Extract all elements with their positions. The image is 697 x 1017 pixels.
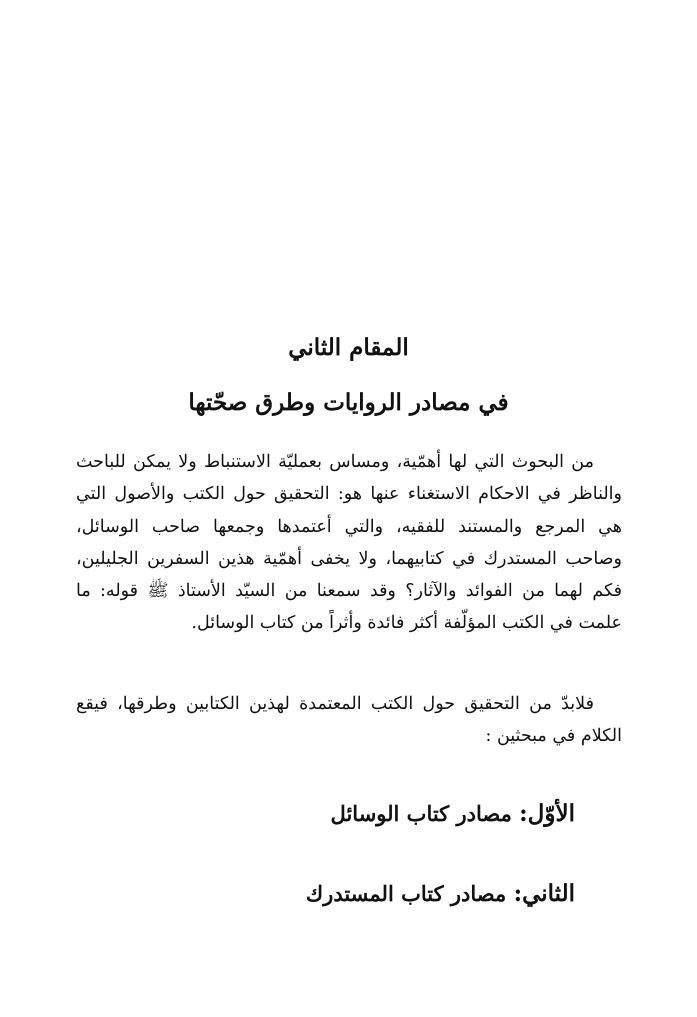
- paragraph-1: من البحوث التي لها أهمّية، ومساس بعمليّة الاستنباط ولا يمكن للباحث والناظر في الاحكام الاستغناء عنها هو: التحقيق حول الكتب والأصول التي هي المرجع والمستند للفقيه، والتي أعتمدها وجمعها صاحب الوسائل، وصاحب المستدرك في كتابيهما، ولا يخفى أهمّية هذين السفرين الجليلين، فكم لهما من الفوائد والآثار؟ وقد سمعنا من السيّد الأستاذ ﷺ قوله: ما علمت في الكتب المؤلّفة أكثر فائدة وأثراً من كتاب الوسائل.: [76, 452, 622, 634]
- section-2-heading: [306, 880, 575, 907]
- paragraph-2: فلابدّ من التحقيق حول الكتب المعتمدة لهذين الكتابين وطرقها، فيقع الكلام في مبحثين :: [76, 694, 622, 747]
- page-subheading: في مصادر الروايات وطرق صحّتها: [188, 389, 509, 416]
- section-2-title: مصادر كتاب المستدرك: [305, 881, 514, 906]
- page-heading: المقام الثاني: [288, 334, 409, 361]
- section-1-label: الأوّل:: [519, 800, 575, 827]
- section-1-title: مصادر كتاب الوسائل: [330, 801, 520, 826]
- section-2-label: الثاني:: [513, 880, 575, 907]
- section-1-heading: [331, 800, 575, 827]
